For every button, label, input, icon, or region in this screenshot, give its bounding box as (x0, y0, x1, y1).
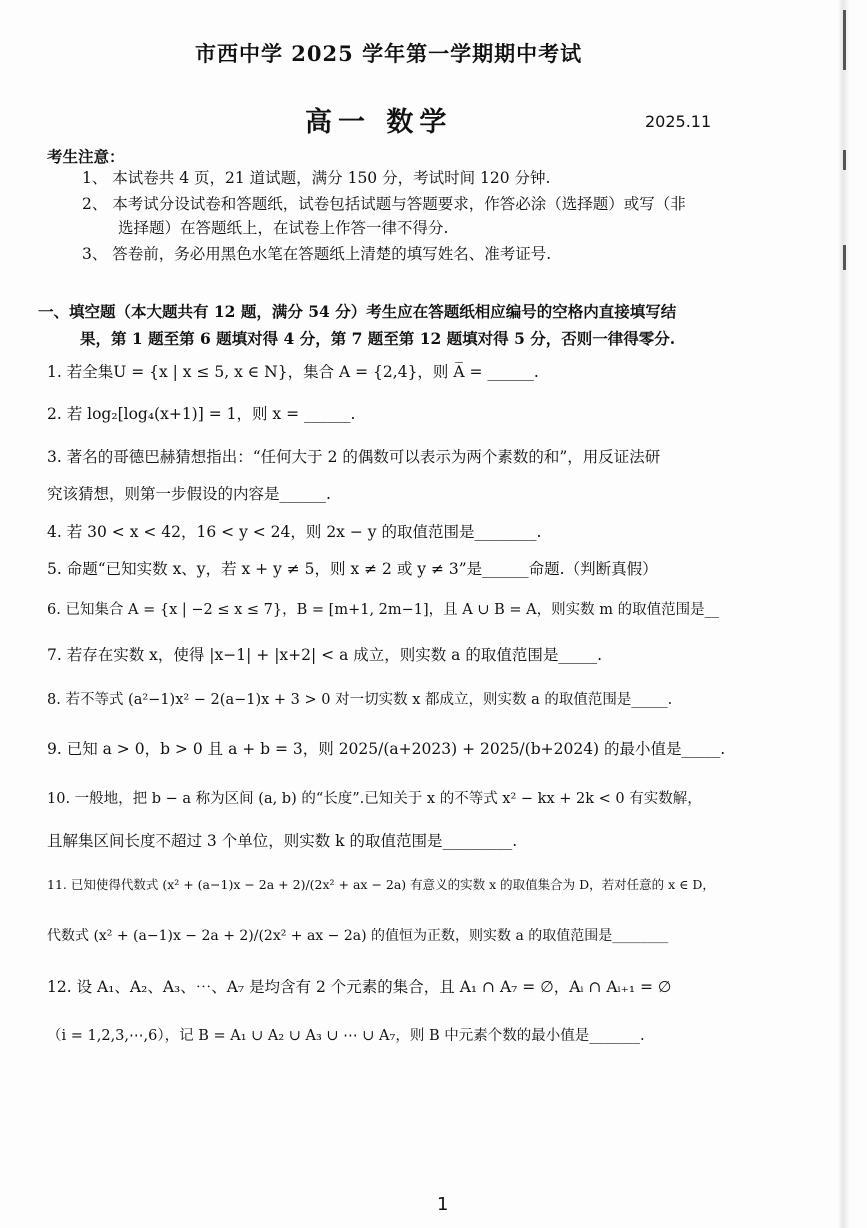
question-6: 6. 已知集合 A = {x | −2 ≤ x ≤ 7}，B = [m+1, 2m−1]，且 A ∪ B = A，则实数 m 的取值范围是__ (47, 602, 720, 618)
question-12-cont: （i = 1,2,3,⋯,6），记 B = A₁ ∪ A₂ ∪ A₃ ∪ ⋯ ∪ A₇，则 B 中元素个数的最小值是_______. (47, 1028, 645, 1044)
notice-item: 选择题）在答题纸上，在试卷上作答一律不得分. (118, 219, 449, 237)
question-5: 5. 命题“已知实数 x、y，若 x + y ≠ 5，则 x ≠ 2 或 y ≠ 3”是______命题.（判断真假） (47, 560, 658, 578)
question-11: 11. 已知使得代数式 (x² + (a−1)x − 2a + 2)/(2x² + ax − 2a) 有意义的实数 x 的取值集合为 D，若对任意的 x ∈ D， (47, 877, 715, 892)
notice-heading: 考生注意： (47, 147, 125, 166)
scan-edge-mark (843, 245, 846, 270)
question-10-cont: 且解集区间长度不超过 3 个单位，则实数 k 的取值范围是_________. (47, 832, 518, 850)
exam-title: 市西中学 2025 学年第一学期期中考试 (195, 41, 583, 66)
scan-edge-mark (843, 150, 846, 170)
question-1: 1. 若全集U = {x | x ≤ 5, x ∈ N}，集合 A = {2,4}，则 A̅ = ______. (47, 363, 539, 381)
notice-item: 1、 本试卷共 4 页，21 道试题，满分 150 分，考试时间 120 分钟. (82, 169, 551, 187)
question-12: 12. 设 A₁、A₂、A₃、⋯、A₇ 是均含有 2 个元素的集合，且 A₁ ∩ A₇ = ∅，Aᵢ ∩ Aᵢ₊₁ = ∅ (47, 978, 672, 996)
question-7: 7. 若存在实数 x，使得 |x−1| + |x+2| < a 成立，则实数 a 的取值范围是_____. (47, 646, 603, 664)
question-10: 10. 一般地，把 b − a 称为区间 (a, b) 的“长度”.已知关于 x 的不等式 x² − kx + 2k < 0 有实数解， (47, 791, 702, 807)
question-8: 8. 若不等式 (a²−1)x² − 2(a−1)x + 3 > 0 对一切实数 x 都成立，则实数 a 的取值范围是_____. (47, 692, 673, 708)
notice-item: 3、 答卷前，务必用黑色水笔在答题纸上清楚的填写姓名、准考证号. (82, 245, 552, 263)
question-11-cont: 代数式 (x² + (a−1)x − 2a + 2)/(2x² + ax − 2a) 的值恒为正数，则实数 a 的取值范围是________ (47, 928, 669, 944)
exam-date: 2025.11 (645, 112, 712, 131)
section-instructions: 果，第 1 题至第 6 题填对得 4 分，第 7 题至第 12 题填对得 5 分，否则一律得零分. (80, 329, 676, 348)
question-4: 4. 若 30 < x < 42，16 < y < 24，则 2x − y 的取值范围是________. (47, 523, 542, 541)
question-2: 2. 若 log₂[log₄(x+1)] = 1，则 x = ______. (47, 405, 356, 423)
notice-item: 2、 本考试分设试卷和答题纸，试卷包括试题与答题要求，作答必涂（选择题）或写（非 (82, 195, 686, 213)
question-9: 9. 已知 a > 0，b > 0 且 a + b = 3，则 2025/(a+2023) + 2025/(b+2024) 的最小值是_____. (47, 740, 726, 758)
question-3-cont: 究该猜想，则第一步假设的内容是______. (47, 485, 331, 503)
page-number: 1 (437, 1194, 449, 1215)
subject-title: 高一 数学 (305, 107, 453, 138)
question-3: 3. 著名的哥德巴赫猜想指出：“任何大于 2 的偶数可以表示为两个素数的和”，用反证法研 (47, 448, 661, 466)
scan-edge-mark (843, 10, 846, 70)
scan-edge (838, 0, 850, 1228)
section-heading: 一、填空题（本大题共有 12 题，满分 54 分）考生应在答题纸相应编号的空格内直接填写结 (38, 302, 677, 321)
